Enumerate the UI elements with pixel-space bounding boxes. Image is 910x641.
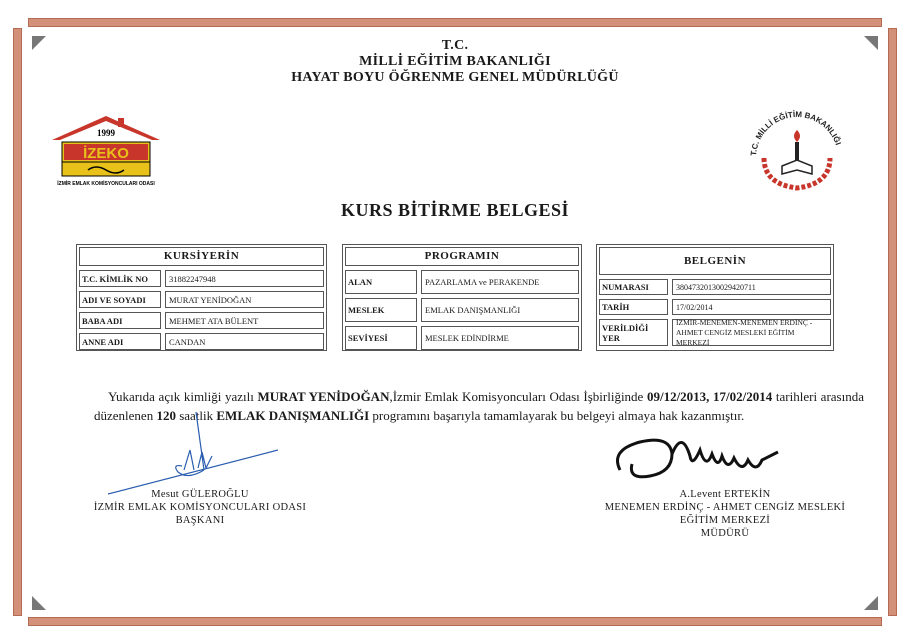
field-label: BABA ADI xyxy=(79,312,161,329)
izeko-logo xyxy=(48,114,164,190)
table-row xyxy=(79,270,324,287)
field-label: MESLEK xyxy=(345,298,417,322)
logo-brand: İZEKO xyxy=(83,145,129,162)
field-value: CANDAN xyxy=(165,333,324,350)
header-line-2: MİLLİ EĞİTİM BAKANLIĞI xyxy=(359,54,551,69)
field-value: PAZARLAMA ve PERAKENDE xyxy=(421,270,579,294)
body-text-part: programını başarıyla tamamlayarak bu belgeyi almaya hak kazanmıştır. xyxy=(369,408,745,423)
table-row xyxy=(345,270,579,294)
certificate-heading: BELGENİN xyxy=(599,247,831,275)
body-text-part: tarihleri arasında düzenlenen xyxy=(94,389,864,423)
field-label: TARİH xyxy=(599,299,668,315)
table-row xyxy=(345,326,579,350)
signatory-right-name: A.Levent ERTEKİN xyxy=(679,489,771,500)
body-hours: 120 xyxy=(156,408,176,423)
table-row xyxy=(599,299,831,315)
field-value: MEHMET ATA BÜLENT xyxy=(165,312,324,329)
field-value: İZMİR-MENEMEN-MENEMEN ERDİNÇ - AHMET CENGİZ MESLEKİ EĞİTİM MERKEZİ xyxy=(672,319,831,346)
field-label: SEVİYESİ xyxy=(345,326,417,350)
trainee-heading: KURSİYERİN xyxy=(79,247,324,266)
document-title: KURS BİTİRME BELGESİ xyxy=(340,200,570,220)
field-label: NUMARASI xyxy=(599,279,668,295)
field-value: 38047320130029420711 xyxy=(672,279,831,295)
field-label: VERİLDİĞİ YER xyxy=(599,319,668,346)
body-text-part: ,İzmir Emlak Komisyoncuları Odası İşbirliğinde xyxy=(389,389,647,404)
field-value: 17/02/2014 xyxy=(672,299,831,315)
corner-triangle-icon xyxy=(32,596,46,610)
table-row xyxy=(599,319,831,346)
signatory-left xyxy=(60,488,340,527)
meb-logo xyxy=(742,96,852,196)
signatory-left-org: İZMİR EMLAK KOMİSYONCULARI ODASI xyxy=(93,502,307,513)
trainee-panel xyxy=(76,244,327,351)
field-label: ALAN xyxy=(345,270,417,294)
body-trainee-name: MURAT YENİDOĞAN xyxy=(257,389,390,404)
body-text-part: Yukarıda açık kimliği yazılı xyxy=(108,389,258,404)
corner-triangle-icon xyxy=(864,596,878,610)
body-text-part: saatlik xyxy=(175,408,217,423)
field-label: T.C. KİMLİK NO xyxy=(79,270,161,287)
logo-year: 1999 xyxy=(97,128,115,138)
table-row xyxy=(79,333,324,350)
table-row xyxy=(79,312,324,329)
signatory-left-name: Mesut GÜLEROĞLU xyxy=(151,489,249,500)
frame-top xyxy=(28,18,882,27)
field-label: ADI VE SOYADI xyxy=(79,291,161,308)
field-label: ANNE ADI xyxy=(79,333,161,350)
signatory-left-role: BAŞKANI xyxy=(175,515,225,526)
body-dates: 09/12/2013, 17/02/2014 xyxy=(646,389,773,404)
table-row xyxy=(599,279,831,295)
signature-left xyxy=(108,410,278,500)
signatory-right-org-2: EĞİTİM MERKEZİ xyxy=(679,515,771,526)
frame-left xyxy=(13,28,22,616)
header-line-3: HAYAT BOYU ÖĞRENME GENEL MÜDÜRLÜĞÜ xyxy=(291,70,619,85)
field-value: MURAT YENİDOĞAN xyxy=(165,291,324,308)
signature-right xyxy=(610,420,780,490)
table-row xyxy=(345,298,579,322)
certificate-info-panel xyxy=(596,244,834,351)
signatory-right-role: MÜDÜRÜ xyxy=(700,528,750,539)
table-row xyxy=(79,291,324,308)
signatory-right xyxy=(560,488,890,540)
signatory-right-org-1: MENEMEN ERDİNÇ - AHMET CENGİZ MESLEKİ xyxy=(604,502,846,513)
field-value: 31882247948 xyxy=(165,270,324,287)
frame-bottom xyxy=(28,617,882,626)
logo-subtitle: İZMİR EMLAK KOMİSYONCULARI ODASI xyxy=(57,181,155,187)
field-value: MESLEK EDİNDİRME xyxy=(421,326,579,350)
field-value: EMLAK DANIŞMANLIĞI xyxy=(421,298,579,322)
body-program: EMLAK DANIŞMANLIĞI xyxy=(216,408,370,423)
program-heading: PROGRAMIN xyxy=(345,247,579,266)
program-panel xyxy=(342,244,582,351)
header-line-1: T.C. xyxy=(441,38,469,53)
meb-logo-text: T.C. MİLLİ EĞİTİM BAKANLIĞI xyxy=(749,109,843,157)
